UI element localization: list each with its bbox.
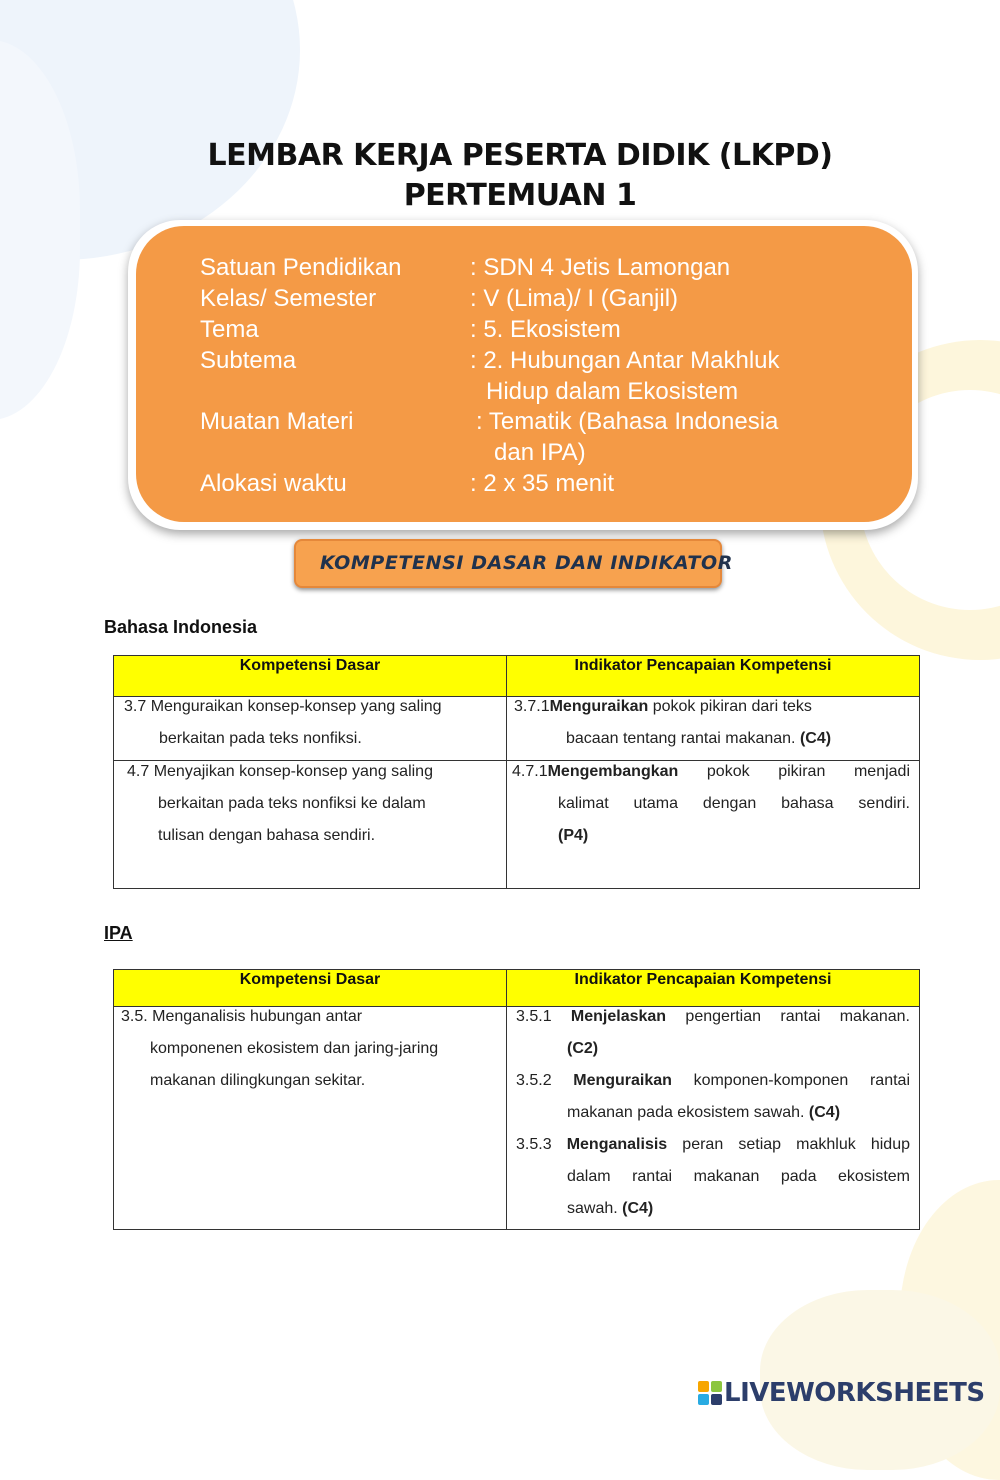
header-kompetensi-dasar: Kompetensi Dasar [239,657,381,674]
subtema-label: Subtema [200,347,297,374]
muatan-value: : Tematik (Bahasa Indonesia [476,408,779,435]
indikator-3-7-1: 3.7.1Menguraikan pokok pikiran dari teks [514,698,812,715]
indikator-3-5-2-line2: makanan pada ekosistem sawah. (C4) [567,1104,841,1121]
kd-4-7-line1: 4.7 Menyajikan konsep-konsep yang saling [127,763,433,780]
kd-3-7-line2: berkaitan pada teks nonfiksi. [159,730,362,747]
tema-label: Tema [200,316,259,343]
kd-banner-text: KOMPETENSI DASAR DAN INDIKATOR [320,552,733,574]
section-ipa: IPA [104,923,133,943]
header-indikator: Indikator Pencapaian Kompetensi [574,657,832,674]
table-ipa [113,969,920,1230]
kd-3-7-line1: 3.7 Menguraikan konsep-konsep yang saling [124,698,442,715]
tema-value: : 5. Ekosistem [470,316,621,343]
alokasi-label: Alokasi waktu [200,470,347,497]
satuan-value: : SDN 4 Jetis Lamongan [470,254,731,281]
indikator-3-5-3-line2: dalam rantai makanan pada ekosistem [567,1168,910,1185]
indikator-4-7-1: 4.7.1Mengembangkan pokok pikiran menjadi [512,763,910,780]
indikator-4-7-1-code: (P4) [558,827,589,844]
indikator-3-5-1: 3.5.1 Menjelaskan pengertian rantai makanan. [516,1008,910,1025]
indikator-3-5-2: 3.5.2 Menguraikan komponen-komponen rantai [516,1072,910,1089]
kelas-label: Kelas/ Semester [200,285,377,312]
logo-text: LIVEWORKSHEETS [724,1378,985,1408]
indikator-3-7-1-line2: bacaan tentang rantai makanan. (C4) [566,730,832,747]
satuan-label: Satuan Pendidikan [200,254,402,281]
row-divider [114,760,919,761]
page-title: LEMBAR KERJA PESERTA DIDIK (LKPD) [207,138,833,173]
table-bahasa-indonesia [113,655,920,889]
page-subtitle: PERTEMUAN 1 [403,178,637,213]
subtema-value-cont: Hidup dalam Ekosistem [486,378,739,405]
kd-3-5-line2: komponenen ekosistem dan jaring-jaring [150,1040,439,1057]
section-bahasa-indonesia: Bahasa Indonesia [104,617,258,637]
kd-4-7-line3: tulisan dengan bahasa sendiri. [158,827,376,844]
muatan-value-cont: dan IPA) [494,439,586,466]
kelas-value: : V (Lima)/ I (Ganjil) [470,285,679,312]
logo-grid-icon [698,1381,722,1405]
kd-3-5-line1: 3.5. Menganalisis hubungan antar [121,1008,363,1025]
indikator-3-5-3-line3: sawah. (C4) [567,1200,654,1217]
kd-3-5-line3: makanan dilingkungan sekitar. [150,1072,366,1089]
indikator-3-5-3: 3.5.3 Menganalisis peran setiap makhluk hidup [516,1136,910,1153]
header-kompetensi-dasar: Kompetensi Dasar [239,971,381,988]
column-divider [506,970,507,1229]
kd-4-7-line2: berkaitan pada teks nonfiksi ke dalam [158,795,426,812]
muatan-label: Muatan Materi [200,408,354,435]
alokasi-value: : 2 x 35 menit [470,470,615,497]
column-divider [506,656,507,888]
header-indikator: Indikator Pencapaian Kompetensi [574,971,832,988]
indikator-4-7-1-line2: kalimat utama dengan bahasa sendiri. [558,795,910,812]
indikator-3-5-1-code: (C2) [567,1040,599,1057]
subtema-value: : 2. Hubungan Antar Makhluk [470,347,780,374]
